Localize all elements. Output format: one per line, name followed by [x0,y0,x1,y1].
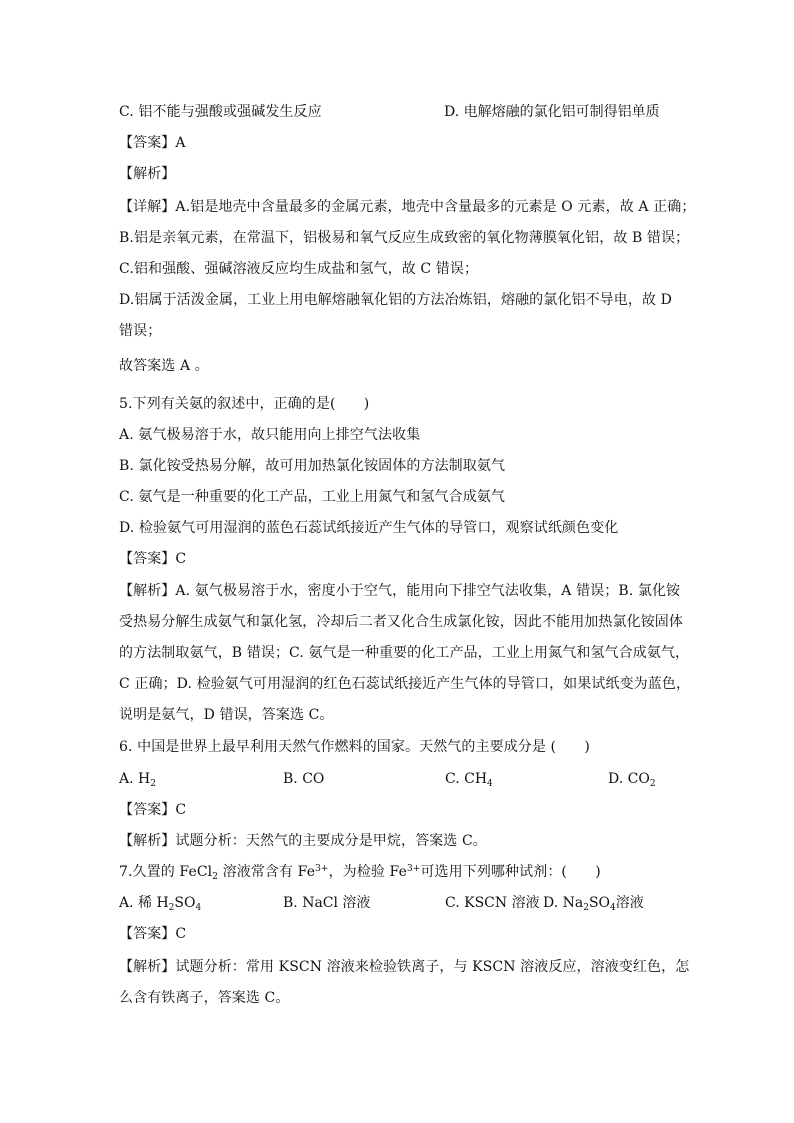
q5-stem: 5.下列有关氨的叙述中，正确的是( ) [119,396,370,412]
q7-option-b: B. NaCl 溶液 [283,895,371,911]
q5-option-d: D. 检验氨气可用湿润的蓝色石蕊试纸接近产生气体的导管口，观察试纸颜色变化 [119,520,619,536]
q6-option-b: B. CO [283,771,325,787]
q5-option-b: B. 氯化铵受热易分解，故可用加热氯化铵固体的方法制取氨气 [119,458,506,474]
q4-option-c: C. 铝不能与强酸或强碱发生反应 [119,104,322,120]
q7-option-d: D. $Na_2SO_4$溶液 [543,895,644,913]
q5-option-c: C. 氨气是一种重要的化工产品，工业上用氮气和氢气合成氨气 [119,489,506,505]
q7-stem: 7.久置的 FeCl$_2$ 溶液常含有 $Fe^{3+}$，为检验 $Fe^{3+}$可选用下列哪种试剂：( ) [119,864,601,882]
q6-answer: 【答案】C [119,802,187,818]
q5-answer: 【答案】C [119,551,187,567]
q4-option-d: D. 电解熔融的氯化铝可制得铝单质 [444,104,660,120]
q4-analysis-title: 【解析】 [119,166,176,182]
q4-detail-line-4: D.铝属于活泼金属，工业上用电解熔融氧化铝的方法冶炼铝，熔融的氯化铝不导电，故 D [119,292,672,308]
q4-answer: 【答案】A [119,135,186,151]
q4-detail-line-5: 错误； [119,323,162,339]
q5-analysis-line-3: 的方法制取氨气，B 错误；C. 氨气是一种重要的化工产品，工业上用氮气和氢气合成氨气， [119,645,690,661]
q6-option-a: A. $H_2$ [119,771,156,789]
q4-detail-line-2: B.铝是亲氧元素，在常温下，铝极易和氧气反应生成致密的氧化物薄膜氧化铝，故 B 错误； [119,230,690,246]
q6-option-c: C. $CH_4$ [445,771,493,789]
q5-option-a: A. 氨气极易溶于水，故只能用向上排空气法收集 [119,427,421,443]
q6-stem: 6. 中国是世界上最早利用天然气作燃料的国家。天然气的主要成分是 ( ) [119,739,590,755]
q7-analysis-line-1: 【解析】试题分析：常用 KSCN 溶液来检验铁离子，与 KSCN 溶液反应，溶液变红色，怎 [119,959,690,975]
q6-analysis: 【解析】试题分析：天然气的主要成分是甲烷，答案选 C。 [119,833,487,849]
q5-analysis-line-4: C 正确；D. 检验氨气可用湿润的红色石蕊试纸接近产生气体的导管口，如果试纸变为蓝色， [119,676,691,692]
q5-analysis-line-5: 说明是氨气，D 错误，答案选 C。 [119,707,334,723]
q7-analysis-line-2: 么含有铁离子，答案选 C。 [119,990,290,1006]
q7-answer: 【答案】C [119,926,187,942]
q4-detail-line-1: 【详解】A.铝是地壳中含量最多的金属元素，地壳中含量最多的元素是 O 元素，故 A 正确； [119,199,696,215]
q5-analysis-line-1: 【解析】A. 氨气极易溶于水，密度小于空气，能用向下排空气法收集，A 错误；B. 氯化铵 [119,583,681,599]
q5-analysis-line-2: 受热易分解生成氨气和氯化氢，冷却后二者又化合生成氯化铵，因此不能用加热氯化铵固体 [119,614,683,630]
q6-option-d: D. $CO_2$ [608,771,656,789]
q4-conclusion: 故答案选 A 。 [119,358,209,374]
q4-detail-line-3: C.铝和强酸、强碱溶液反应均生成盐和氢气，故 C 错误； [119,261,479,277]
q7-option-a: A. 稀 $H_2SO_4$ [119,895,202,913]
q7-option-c: C. KSCN 溶液 [445,895,540,911]
